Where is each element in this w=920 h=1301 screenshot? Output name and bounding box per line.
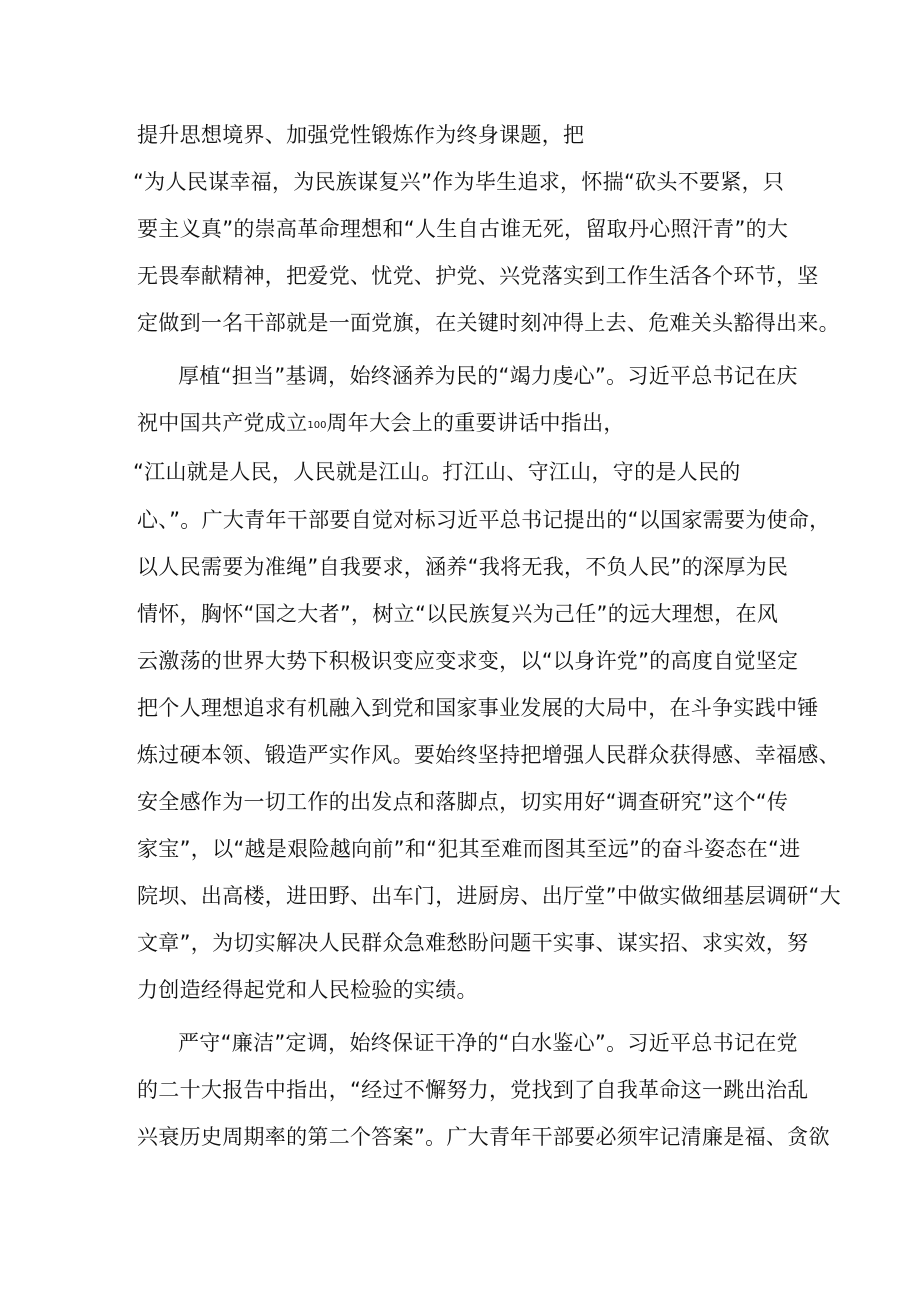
text-line-9: 心、”。广大青年干部要自觉对标习近平总书记提出的“以国家需要为使命，: [137, 508, 831, 532]
text-line-17: 院坝、出高楼，进田野、出车门，进厨房、出厅堂”中做实做细基层调研“大: [137, 884, 841, 908]
centenary-number: 100: [307, 420, 327, 431]
text-line-22: 兴衰历史周期率的第二个答案”。广大青年干部要必须牢记清廉是福、贪欲: [137, 1125, 830, 1149]
text-line-8: “江山就是人民，人民就是江山。打江山、守江山，守的是人民的: [133, 460, 741, 484]
text-line-6: 厚植“担当”基调，始终涵养为民的“竭力虔心”。习近平总书记在庆: [178, 364, 798, 388]
text-line-12: 云激荡的世界大势下积极识变应变求变，以“以身许党”的高度自觉坚定: [137, 649, 799, 673]
text-line-7: [137, 409, 625, 440]
text-line-4: 无畏奉献精神，把爱党、忧党、护党、兴党落实到工作生活各个环节，坚: [137, 264, 819, 288]
text-line-15: 安全感作为一切工作的出发点和落脚点，切实用好“调查研究”这个“传: [137, 790, 789, 814]
text-line-7-part-2: 周年大会上的重要讲话中指出，: [326, 411, 625, 435]
text-line-3: 要主义真”的崇高革命理想和“人生自古谁无死，留取丹心照汗青”的大: [137, 217, 789, 241]
text-line-14: 炼过硬本领、锻造严实作风。要始终坚持把增强人民群众获得感、幸福感、: [137, 743, 840, 767]
text-line-5: 定做到一名干部就是一面党旗，在关键时刻冲得上去、危难关头豁得出来。: [137, 311, 840, 335]
text-line-20: 严守“廉洁”定调，始终保证干净的“白水鉴心”。习近平总书记在党: [178, 1031, 798, 1055]
text-line-10: 以人民需要为准绳”自我要求，涵养“我将无我，不负人民”的深厚为民: [137, 555, 789, 579]
text-line-11: 情怀，胸怀“国之大者”，树立“以民族复兴为己任”的远大理想，在风: [137, 602, 779, 626]
text-line-21: 的二十大报告中指出，“经过不懈努力，党找到了自我革命这一跳出治乱: [137, 1078, 809, 1102]
text-line-16: 家宝”，以“越是艰险越向前”和“犯其至难而图其至远”的奋斗姿态在“进: [137, 837, 801, 861]
text-line-1: 提升思想境界、加强党性锻炼作为终身课题，把: [137, 123, 585, 147]
text-line-13: 把个人理想追求有机融入到党和国家事业发展的大局中，在斗争实践中锤: [137, 696, 819, 720]
text-line-19: 力创造经得起党和人民检验的实绩。: [137, 978, 478, 1002]
text-line-7-part-1: 祝中国共产党成立: [137, 411, 308, 435]
text-line-18: 文章”，为切实解决人民群众急难愁盼问题干实事、谋实招、求实效，努: [137, 931, 809, 955]
text-line-2: “为人民谋幸福，为民族谋复兴”作为毕生追求，怀揣“砍头不要紧，只: [133, 170, 785, 194]
